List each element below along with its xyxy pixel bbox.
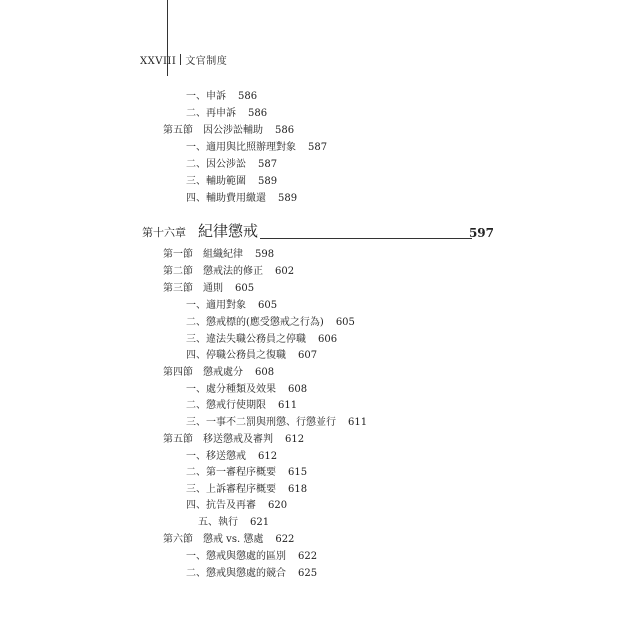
toc-entry: 四、抗告及再審 620 bbox=[186, 500, 288, 511]
toc-entry: 三、一事不二罰與刑懲、行懲並行 611 bbox=[186, 417, 368, 428]
toc-section-entry: 第五節 因公涉訟輔助 586 bbox=[163, 125, 295, 136]
book-title: 文官制度 bbox=[185, 56, 228, 67]
toc-page-number: 611 bbox=[278, 400, 298, 411]
toc-page-number: 589 bbox=[258, 176, 278, 187]
toc-page-number: 611 bbox=[348, 417, 368, 428]
toc-entry: 四、輔助費用繳還 589 bbox=[186, 193, 298, 204]
toc-page-number: 622 bbox=[275, 534, 295, 545]
toc-entry: 三、違法失職公務員之停職 606 bbox=[186, 334, 338, 345]
toc-section-entry: 第一節 組織紀律 598 bbox=[163, 249, 275, 260]
toc-page-number: 598 bbox=[255, 249, 275, 260]
toc-page-number: 622 bbox=[298, 551, 318, 562]
toc-entry: 一、處分種類及效果 608 bbox=[186, 384, 308, 395]
toc-page-number: 625 bbox=[298, 568, 318, 579]
toc-page-number: 605 bbox=[235, 283, 255, 294]
page-roman-numeral: XXVIII bbox=[140, 56, 177, 67]
toc-page-number: 587 bbox=[308, 142, 328, 153]
toc-entry: 一、移送懲戒 612 bbox=[186, 451, 278, 462]
toc-entry: 二、再申訴 586 bbox=[186, 108, 268, 119]
toc-entry: 五、執行 621 bbox=[198, 517, 270, 528]
toc-section-entry: 第三節 通則 605 bbox=[163, 283, 255, 294]
toc-entry: 二、懲戒標的(應受懲戒之行為) 605 bbox=[186, 317, 355, 328]
toc-page-number: 612 bbox=[258, 451, 278, 462]
toc-page-number: 586 bbox=[275, 125, 295, 136]
toc-entry: 二、懲戒與懲處的競合 625 bbox=[186, 568, 318, 579]
toc-page-number: 608 bbox=[288, 384, 308, 395]
toc-entry: 一、申訴 586 bbox=[186, 91, 258, 102]
toc-entry: 一、適用與比照辦理對象 587 bbox=[186, 142, 328, 153]
toc-page-number: 589 bbox=[278, 193, 298, 204]
toc-page-number: 607 bbox=[298, 350, 318, 361]
toc-section-entry: 第六節 懲戒 vs. 懲處 622 bbox=[163, 534, 295, 545]
toc-entry: 一、懲戒與懲處的區別 622 bbox=[186, 551, 318, 562]
toc-page-number: 612 bbox=[285, 434, 305, 445]
toc-page-number: 587 bbox=[258, 159, 278, 170]
toc-entry: 二、懲戒行使期限 611 bbox=[186, 400, 298, 411]
chapter-title: 紀律懲戒 bbox=[198, 222, 259, 240]
header-separator bbox=[180, 54, 181, 65]
toc-page-number: 620 bbox=[268, 500, 288, 511]
toc-page-number: 621 bbox=[250, 517, 270, 528]
toc-entry: 四、停職公務員之復職 607 bbox=[186, 350, 318, 361]
toc-page-number: 586 bbox=[238, 91, 258, 102]
toc-page-number: 605 bbox=[335, 317, 355, 328]
chapter-heading bbox=[142, 222, 498, 243]
toc-section-entry: 第二節 懲戒法的修正 602 bbox=[163, 266, 295, 277]
toc-page-number: 608 bbox=[255, 367, 275, 378]
chapter-leader-line bbox=[260, 238, 472, 239]
toc-page-number: 606 bbox=[318, 334, 338, 345]
chapter-number: 第十六章 bbox=[142, 226, 186, 239]
toc-page-number: 618 bbox=[288, 484, 308, 495]
toc-page-number: 586 bbox=[248, 108, 268, 119]
toc-section-entry: 第五節 移送懲戒及審判 612 bbox=[163, 434, 305, 445]
chapter-page-number: 597 bbox=[468, 226, 494, 240]
toc-entry: 二、因公涉訟 587 bbox=[186, 159, 278, 170]
toc-page-number: 605 bbox=[258, 300, 278, 311]
toc-page-number: 602 bbox=[275, 266, 295, 277]
running-header bbox=[140, 52, 227, 67]
toc-entry: 二、第一審程序概要 615 bbox=[186, 467, 308, 478]
toc-entry: 三、輔助範圍 589 bbox=[186, 176, 278, 187]
toc-page-number: 615 bbox=[288, 467, 308, 478]
toc-entry: 一、適用對象 605 bbox=[186, 300, 278, 311]
toc-section-entry: 第四節 懲戒處分 608 bbox=[163, 367, 275, 378]
toc-entry: 三、上訴審程序概要 618 bbox=[186, 484, 308, 495]
